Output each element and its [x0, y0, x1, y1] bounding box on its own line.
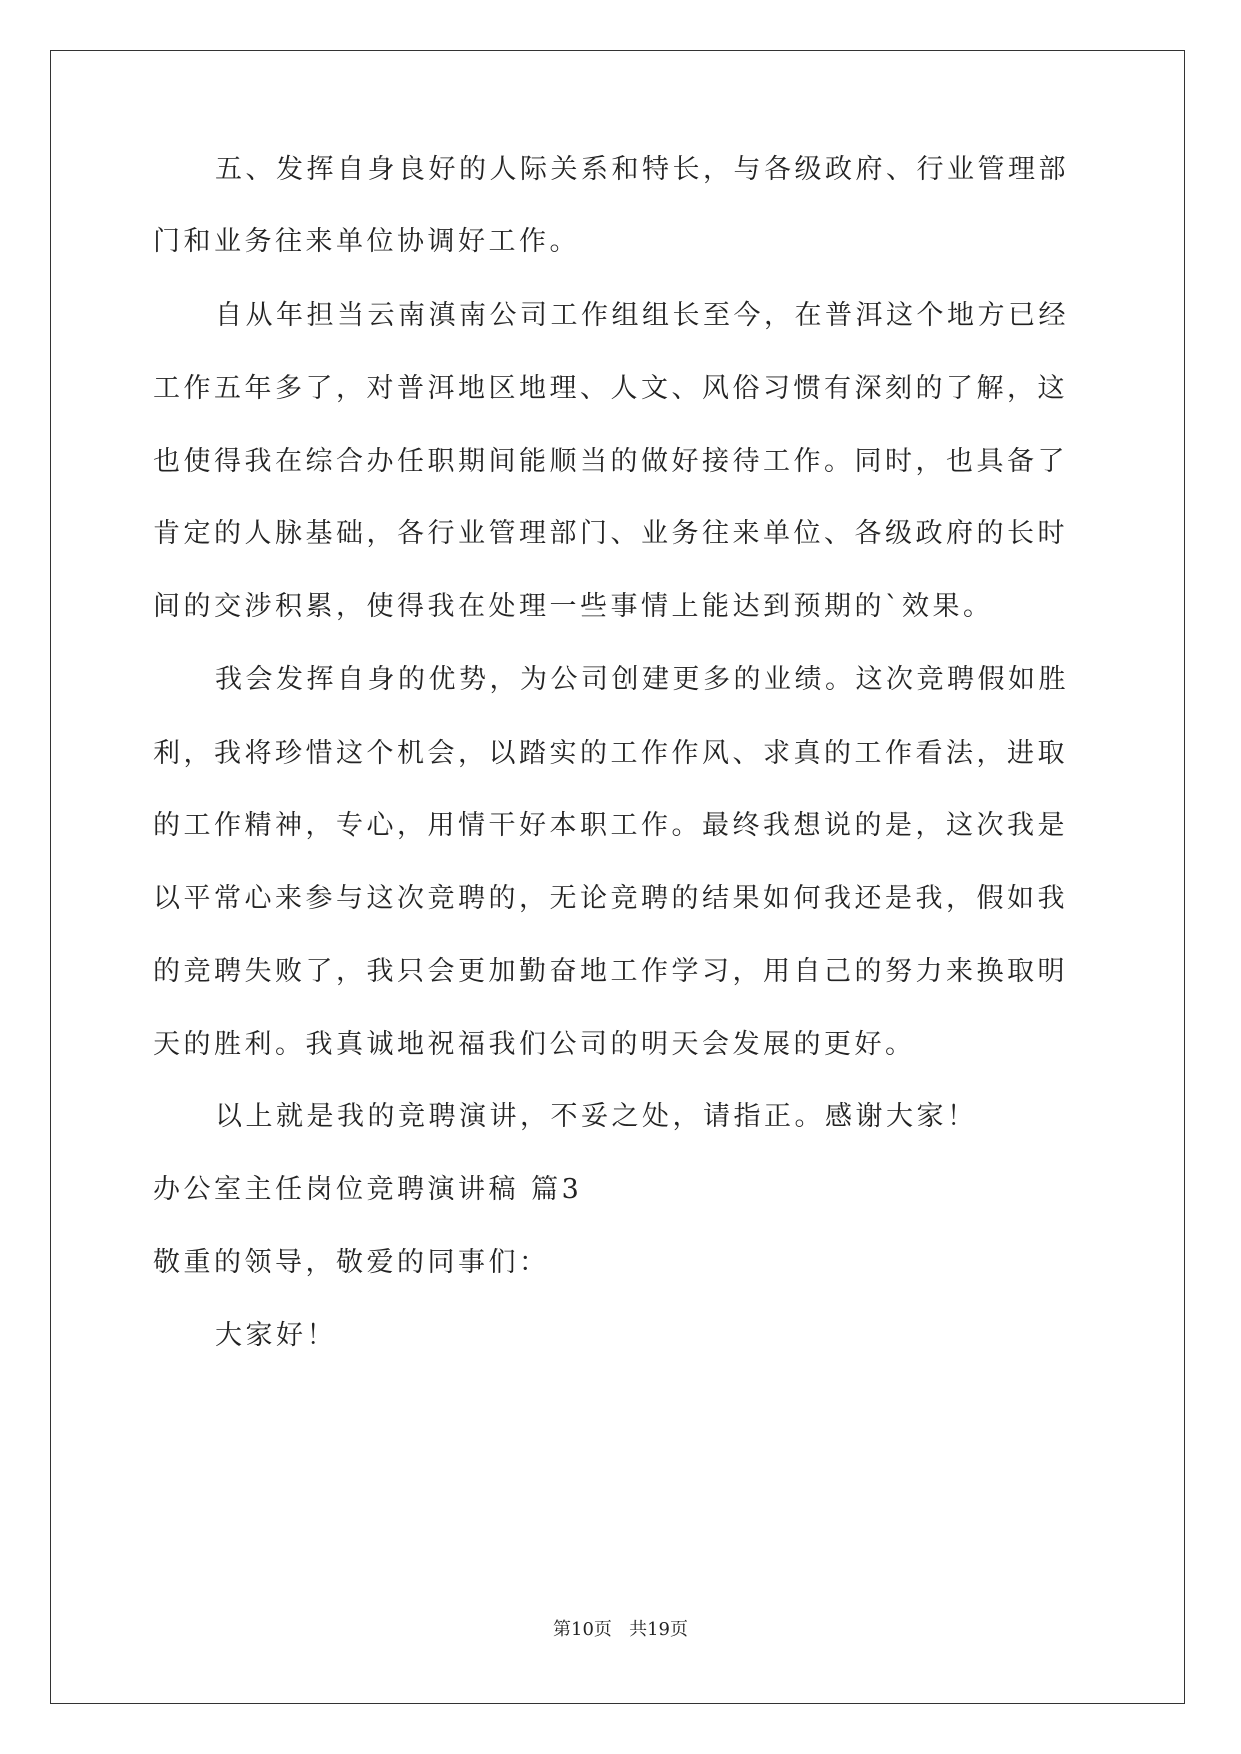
paragraph-line: 也使得我在综合办任职期间能顺当的做好接待工作。同时，也具备了 [153, 446, 1068, 477]
paragraph-line: 的工作精神，专心，用情干好本职工作。最终我想说的是，这次我是 [153, 810, 1068, 841]
paragraph-line: 间的交涉积累，使得我在处理一些事情上能达到预期的`效果。 [153, 591, 994, 622]
paragraph-line: 自从年担当云南滇南公司工作组组长至今，在普洱这个地方已经 [215, 300, 1069, 331]
section-heading: 办公室主任岗位竞聘演讲稿 篇3 [153, 1174, 583, 1205]
paragraph-line: 天的胜利。我真诚地祝福我们公司的明天会发展的更好。 [153, 1029, 916, 1060]
paragraph-line: 五、发挥自身良好的人际关系和特长，与各级政府、行业管理部 [215, 154, 1069, 185]
paragraph-line: 以上就是我的竞聘演讲，不妥之处，请指正。感谢大家！ [215, 1101, 978, 1132]
paragraph-line: 门和业务往来单位协调好工作。 [153, 226, 580, 257]
paragraph-line: 以平常心来参与这次竞聘的，无论竞聘的结果如何我还是我，假如我 [153, 883, 1068, 914]
salutation-line: 敬重的领导，敬爱的同事们： [153, 1247, 550, 1278]
paragraph-line: 工作五年多了，对普洱地区地理、人文、风俗习惯有深刻的了解，这 [153, 373, 1068, 404]
greeting-line: 大家好！ [215, 1320, 337, 1351]
page-number: 第10页 [553, 1619, 612, 1640]
page-total: 共19页 [629, 1619, 688, 1640]
paragraph-line: 肯定的人脉基础，各行业管理部门、业务往来单位、各级政府的长时 [153, 518, 1068, 549]
paragraph-line: 的竞聘失败了，我只会更加勤奋地工作学习，用自己的努力来换取明 [153, 956, 1068, 987]
page-footer [0, 1618, 1241, 1642]
paragraph-line: 利，我将珍惜这个机会，以踏实的工作作风、求真的工作看法，进取 [153, 738, 1068, 769]
paragraph-line: 我会发挥自身的优势，为公司创建更多的业绩。这次竞聘假如胜 [215, 664, 1069, 695]
